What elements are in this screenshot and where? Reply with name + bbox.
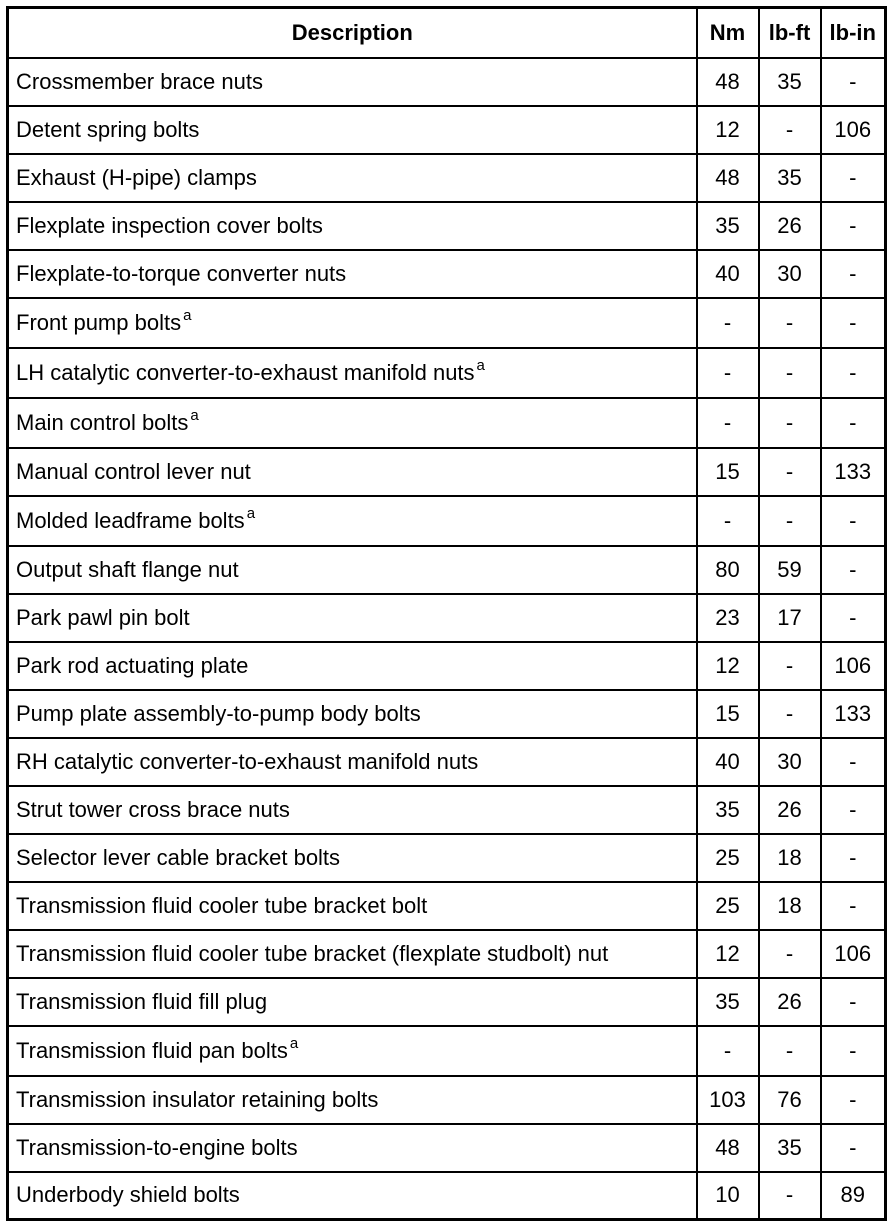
lbft-cell: - xyxy=(759,106,821,154)
lbin-cell: 133 xyxy=(821,448,886,496)
lbin-cell: - xyxy=(821,1124,886,1172)
lbft-cell: 26 xyxy=(759,786,821,834)
nm-cell: - xyxy=(697,398,759,448)
lbft-cell: - xyxy=(759,496,821,546)
table-row xyxy=(8,1076,886,1124)
lbin-cell: - xyxy=(821,546,886,594)
lbin-cell: - xyxy=(821,1076,886,1124)
description-text: Selector lever cable bracket bolts xyxy=(16,844,341,870)
description-cell xyxy=(8,298,697,348)
description-text: Park rod actuating plate xyxy=(16,652,249,678)
description-text: Park pawl pin bolt xyxy=(16,604,190,630)
table-row xyxy=(8,738,886,786)
description-cell xyxy=(8,58,697,106)
description-cell xyxy=(8,202,697,250)
lbft-cell: 35 xyxy=(759,58,821,106)
description-text: Crossmember brace nuts xyxy=(16,68,263,94)
lbft-cell: - xyxy=(759,642,821,690)
table-row xyxy=(8,594,886,642)
footnote-marker: a xyxy=(183,306,192,324)
description-cell xyxy=(8,448,697,496)
header-lbft: lb-ft xyxy=(759,8,821,58)
footnote-marker: a xyxy=(289,1034,299,1052)
lbin-cell: - xyxy=(821,594,886,642)
lbin-cell: - xyxy=(821,58,886,106)
lbin-cell: - xyxy=(821,348,886,398)
nm-cell: - xyxy=(697,298,759,348)
description-cell xyxy=(8,398,697,448)
nm-cell: 35 xyxy=(697,786,759,834)
description-cell xyxy=(8,1172,697,1220)
lbin-cell: - xyxy=(821,786,886,834)
lbft-cell: 35 xyxy=(759,154,821,202)
description-cell xyxy=(8,786,697,834)
torque-spec-table xyxy=(6,6,887,1221)
nm-cell: 12 xyxy=(697,106,759,154)
description-cell xyxy=(8,978,697,1026)
description-text: Main control bolts xyxy=(16,409,189,435)
lbin-cell: 106 xyxy=(821,106,886,154)
lbft-cell: 18 xyxy=(759,834,821,882)
description-text: Front pump bolts xyxy=(16,309,182,335)
description-text: Underbody shield bolts xyxy=(16,1182,240,1208)
table-row xyxy=(8,58,886,106)
table-row xyxy=(8,348,886,398)
lbin-cell: 106 xyxy=(821,642,886,690)
nm-cell: - xyxy=(697,496,759,546)
footnote-marker: a xyxy=(246,504,256,522)
lbft-cell: - xyxy=(759,298,821,348)
lbft-cell: 30 xyxy=(759,738,821,786)
description-text: Manual control lever nut xyxy=(16,458,251,484)
lbin-cell: - xyxy=(821,834,886,882)
nm-cell: 48 xyxy=(697,1124,759,1172)
table-row xyxy=(8,834,886,882)
description-text: Transmission fluid cooler tube bracket (flexplate studbolt) nut xyxy=(16,940,609,966)
lbft-cell: - xyxy=(759,1026,821,1076)
lbin-cell: 106 xyxy=(821,930,886,978)
lbft-cell: 26 xyxy=(759,978,821,1026)
nm-cell: 48 xyxy=(697,58,759,106)
description-cell xyxy=(8,250,697,298)
lbft-cell: - xyxy=(759,690,821,738)
nm-cell: 15 xyxy=(697,690,759,738)
description-text: Transmission-to-engine bolts xyxy=(16,1134,298,1160)
lbin-cell: - xyxy=(821,882,886,930)
description-cell xyxy=(8,106,697,154)
table-row xyxy=(8,106,886,154)
description-cell xyxy=(8,834,697,882)
description-cell xyxy=(8,882,697,930)
description-text: Detent spring bolts xyxy=(16,116,200,142)
description-text: LH catalytic converter-to-exhaust manifold nuts xyxy=(16,359,475,385)
nm-cell: 40 xyxy=(697,250,759,298)
nm-cell: 23 xyxy=(697,594,759,642)
nm-cell: 25 xyxy=(697,882,759,930)
table-row xyxy=(8,202,886,250)
description-cell xyxy=(8,1076,697,1124)
description-text: Exhaust (H-pipe) clamps xyxy=(16,164,257,190)
description-cell xyxy=(8,690,697,738)
description-cell xyxy=(8,1026,697,1076)
description-cell xyxy=(8,546,697,594)
nm-cell: 12 xyxy=(697,930,759,978)
description-text: Transmission insulator retaining bolts xyxy=(16,1086,379,1112)
lbft-cell: 17 xyxy=(759,594,821,642)
lbft-cell: 35 xyxy=(759,1124,821,1172)
table-row xyxy=(8,448,886,496)
table-row xyxy=(8,398,886,448)
table-row xyxy=(8,154,886,202)
table-row xyxy=(8,546,886,594)
nm-cell: 48 xyxy=(697,154,759,202)
nm-cell: 25 xyxy=(697,834,759,882)
lbin-cell: - xyxy=(821,250,886,298)
description-cell xyxy=(8,1124,697,1172)
nm-cell: - xyxy=(697,348,759,398)
lbft-cell: - xyxy=(759,448,821,496)
lbft-cell: 59 xyxy=(759,546,821,594)
lbin-cell: - xyxy=(821,298,886,348)
header-lbin: lb-in xyxy=(821,8,886,58)
lbft-cell: 26 xyxy=(759,202,821,250)
description-cell xyxy=(8,348,697,398)
nm-cell: 35 xyxy=(697,978,759,1026)
lbft-cell: 76 xyxy=(759,1076,821,1124)
description-cell xyxy=(8,642,697,690)
footnote-marker: a xyxy=(476,356,485,374)
table-row xyxy=(8,642,886,690)
table-row xyxy=(8,882,886,930)
description-cell xyxy=(8,496,697,546)
description-text: Transmission fluid fill plug xyxy=(16,988,268,1014)
table-row xyxy=(8,930,886,978)
header-row xyxy=(8,8,886,58)
nm-cell: 80 xyxy=(697,546,759,594)
lbft-cell: - xyxy=(759,398,821,448)
description-cell xyxy=(8,594,697,642)
table-row xyxy=(8,1172,886,1220)
lbin-cell: - xyxy=(821,496,886,546)
description-text: Transmission fluid cooler tube bracket bolt xyxy=(16,892,428,918)
header-nm: Nm xyxy=(697,8,759,58)
description-cell xyxy=(8,154,697,202)
nm-cell: - xyxy=(697,1026,759,1076)
nm-cell: 40 xyxy=(697,738,759,786)
lbin-cell: - xyxy=(821,738,886,786)
description-text: Transmission fluid pan bolts xyxy=(16,1037,288,1063)
description-text: Flexplate-to-torque converter nuts xyxy=(16,260,347,286)
lbin-cell: 133 xyxy=(821,690,886,738)
lbft-cell: - xyxy=(759,348,821,398)
description-text: Strut tower cross brace nuts xyxy=(16,796,290,822)
description-text: Pump plate assembly-to-pump body bolts xyxy=(16,700,421,726)
description-text: Output shaft flange nut xyxy=(16,556,239,582)
footnote-marker: a xyxy=(190,406,199,424)
nm-cell: 35 xyxy=(697,202,759,250)
table-row xyxy=(8,298,886,348)
description-text: Molded leadframe bolts xyxy=(16,507,245,533)
nm-cell: 12 xyxy=(697,642,759,690)
table-row xyxy=(8,786,886,834)
lbft-cell: 18 xyxy=(759,882,821,930)
lbin-cell: - xyxy=(821,202,886,250)
lbin-cell: - xyxy=(821,1026,886,1076)
table-row xyxy=(8,496,886,546)
table-row xyxy=(8,1026,886,1076)
description-cell xyxy=(8,930,697,978)
table-row xyxy=(8,978,886,1026)
lbin-cell: - xyxy=(821,398,886,448)
nm-cell: 103 xyxy=(697,1076,759,1124)
description-text: Flexplate inspection cover bolts xyxy=(16,212,323,238)
description-cell xyxy=(8,738,697,786)
lbin-cell: - xyxy=(821,978,886,1026)
nm-cell: 10 xyxy=(697,1172,759,1220)
table-row xyxy=(8,250,886,298)
table-row xyxy=(8,1124,886,1172)
lbin-cell: - xyxy=(821,154,886,202)
header-description: Description xyxy=(8,8,697,58)
description-text: RH catalytic converter-to-exhaust manifold nuts xyxy=(16,748,479,774)
nm-cell: 15 xyxy=(697,448,759,496)
lbft-cell: - xyxy=(759,1172,821,1220)
table-row xyxy=(8,690,886,738)
lbin-cell: 89 xyxy=(821,1172,886,1220)
lbft-cell: 30 xyxy=(759,250,821,298)
lbft-cell: - xyxy=(759,930,821,978)
